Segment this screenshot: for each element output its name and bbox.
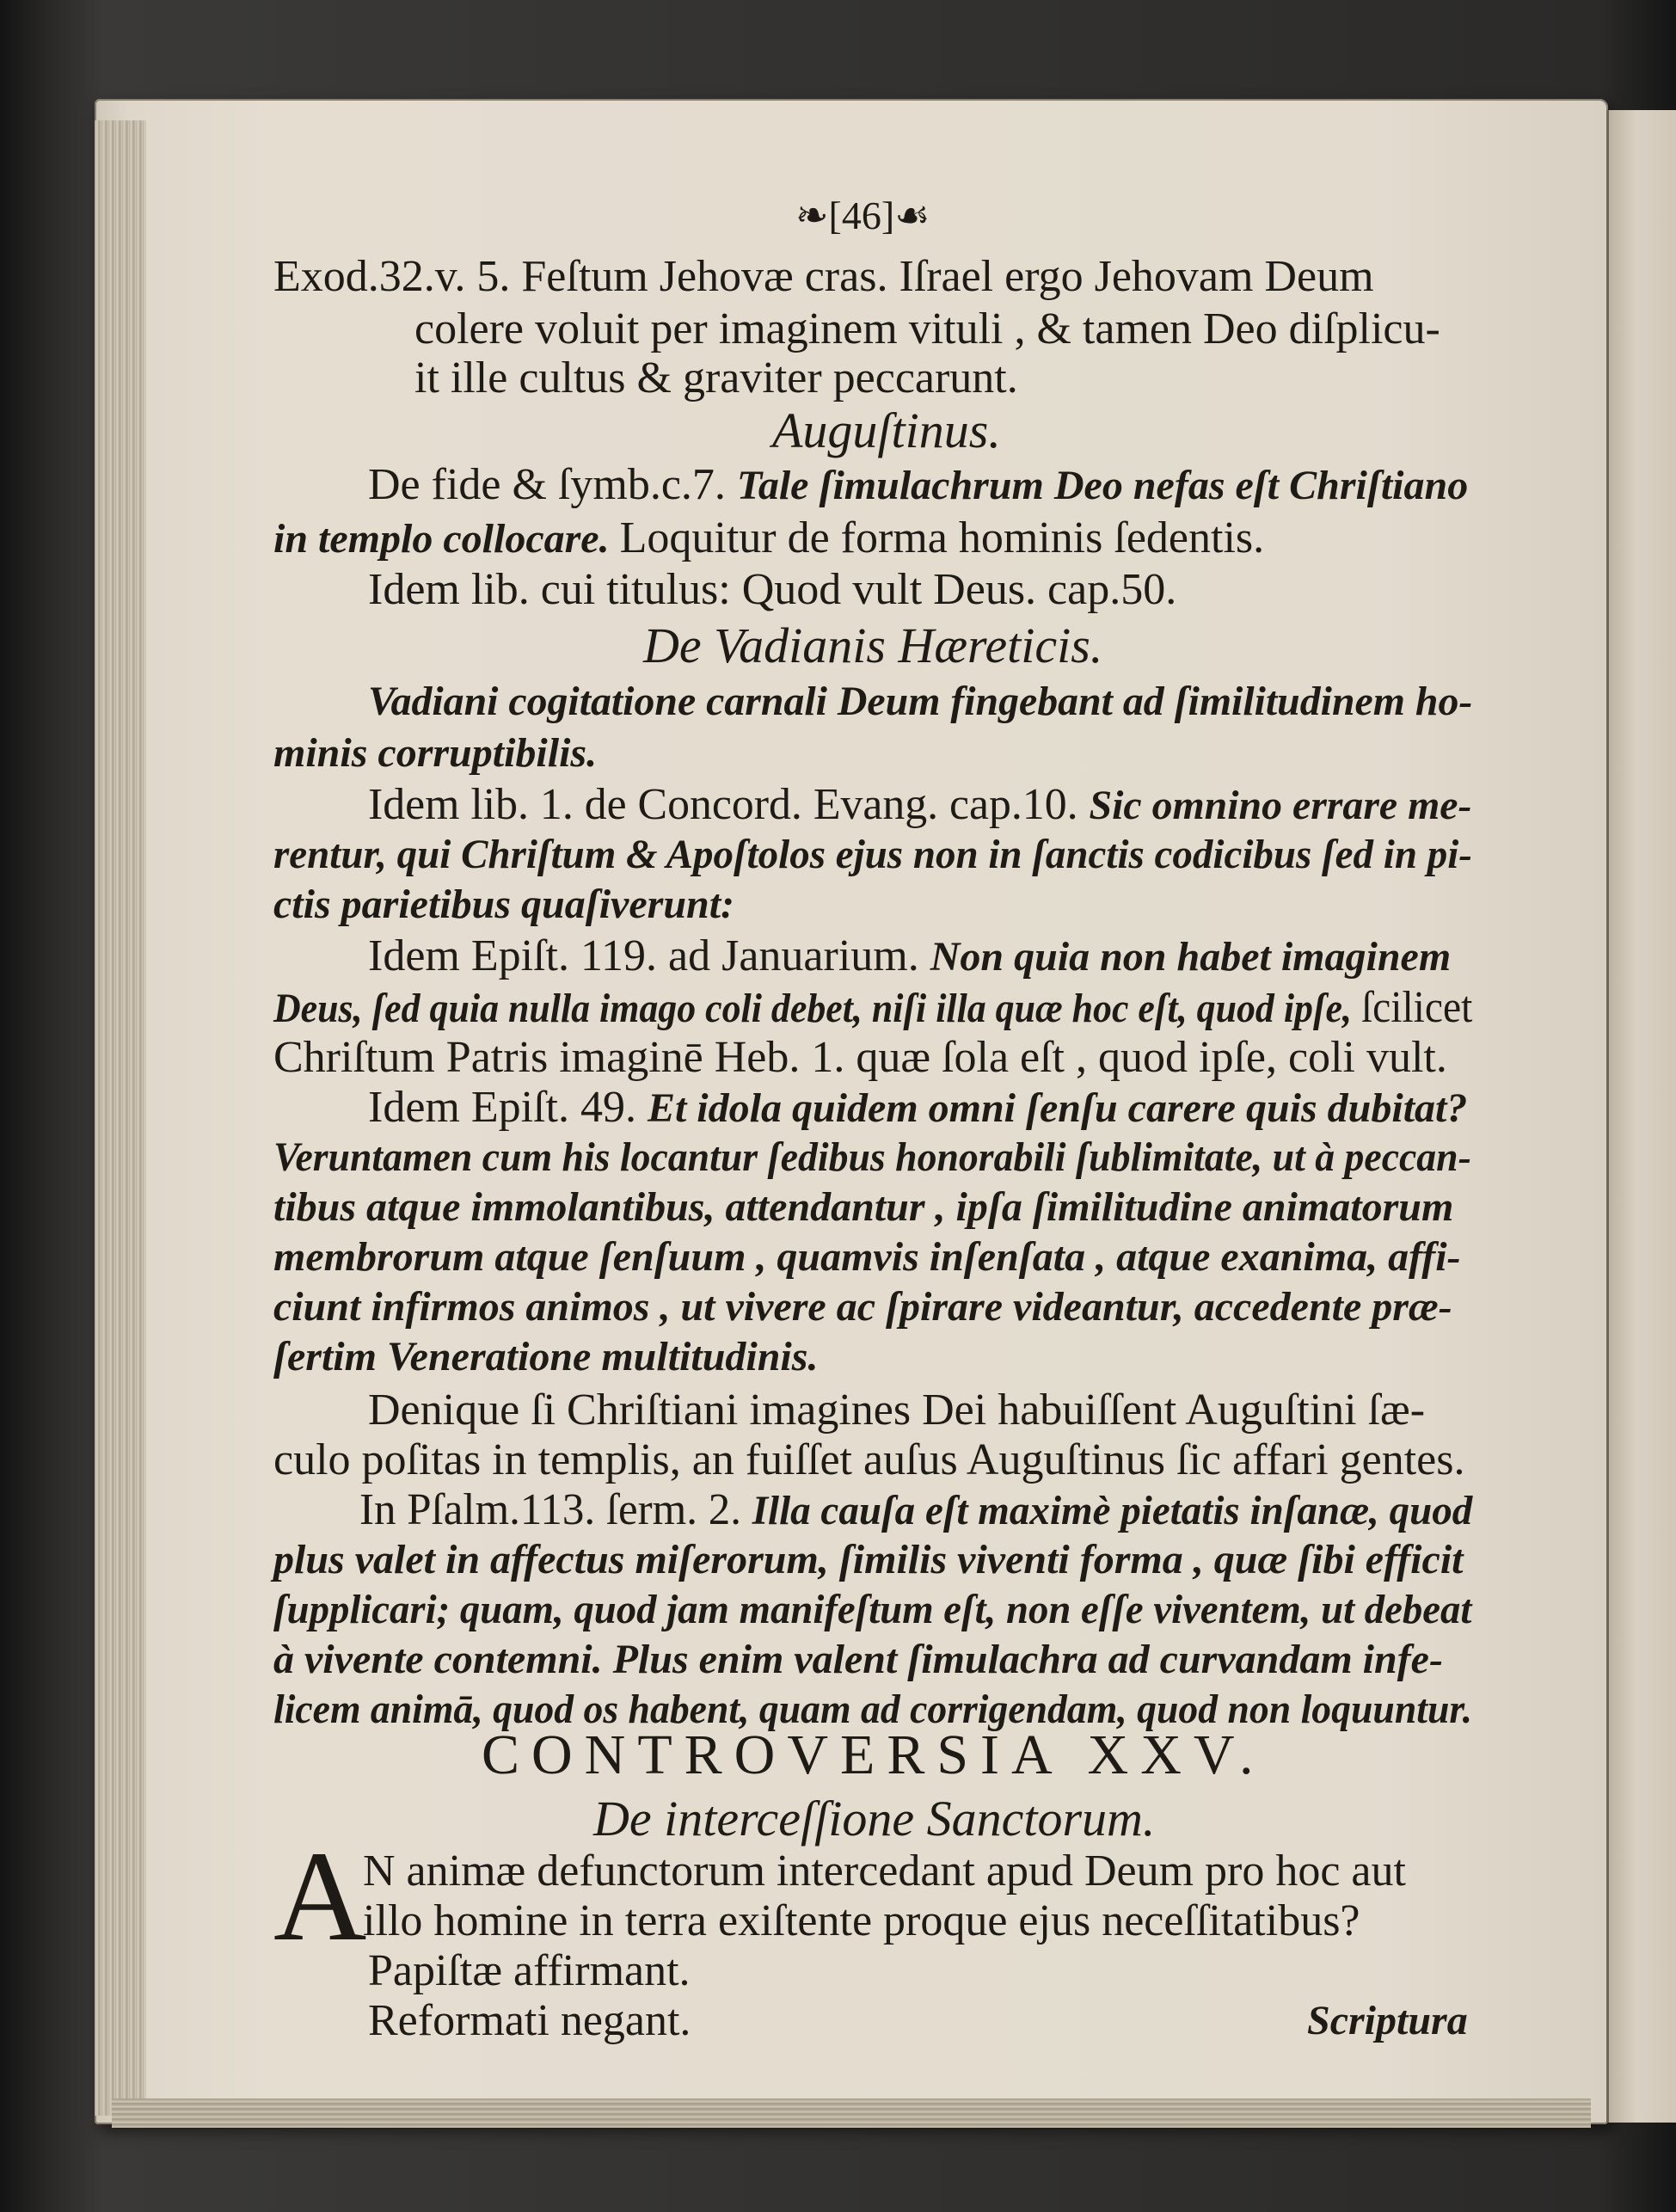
text-line: Deus, ſed quia nulla imago coli debet, niſi illa quæ hoc eſt, quod ipſe, ſcilicet — [273, 983, 1473, 1032]
text-line: Veruntamen cum his locantur ſedibus honorabili ſublimitate, ut à peccan- — [273, 1134, 1471, 1180]
text-line: Denique ſi Chriſtiani imagines Dei habuiſſent Auguſtini ſæ- — [368, 1386, 1426, 1435]
page-number — [795, 196, 930, 236]
section-heading: De Vadianis Hæreticis. — [643, 618, 1103, 673]
text-line: Exod.32.v. 5. Feſtum Jehovæ cras. Iſrael ergo Jehovam Deum — [273, 252, 1374, 301]
controversy-heading: CONTROVERSIA XXV. — [482, 1724, 1266, 1786]
text-line: Papiſtæ affirmant. — [368, 1946, 691, 1995]
section-heading: Auguſtinus. — [772, 402, 1001, 458]
page-number-value: [46] — [828, 194, 895, 237]
text-line: ſertim Veneratione multitudinis. — [273, 1334, 819, 1379]
facing-page-edge — [1606, 110, 1676, 2123]
text-line: Reformati negant. — [368, 1996, 691, 2045]
drop-cap: A — [273, 1825, 367, 1968]
text-line: rentur, qui Chriſtum & Apoſtolos ejus non in ſanctis codicibus ſed in pi- — [273, 832, 1472, 877]
page-stack-edge-left — [95, 120, 146, 2116]
text-line: it ille cultus & graviter peccarunt. — [414, 353, 1018, 402]
catchword: Scriptura — [1307, 1998, 1468, 2043]
text-line: plus valet in affectus miſerorum, ſimilis viventi forma , quæ ſibi efficit — [273, 1537, 1464, 1582]
text-line: tibus atque immolantibus, attendantur , ipſa ſimilitudine animatorum — [273, 1184, 1454, 1230]
text-line: à vivente contemni. Plus enim valent ſimulachra ad curvandam infe- — [273, 1637, 1443, 1682]
ornament-left-icon: ❧ — [795, 194, 829, 237]
text-line: minis corruptibilis. — [273, 730, 598, 776]
text-line: In Pſalm.113. ſerm. 2. Illa cauſa eſt maximè pietatis inſanæ, quod — [359, 1485, 1473, 1534]
text-line: illo homine in terra exiſtente proque ejus neceſſitatibus? — [363, 1896, 1360, 1945]
text-line: De fide & ſymb.c.7. Tale ſimulachrum Deo nefas eſt Chriſtiano — [368, 460, 1469, 509]
text-line: membrorum atque ſenſuum , quamvis inſenſata , atque exanima, affi- — [273, 1234, 1461, 1280]
text-line: colere voluit per imaginem vituli , & tamen Deo diſplicu- — [414, 304, 1440, 353]
text-line: Vadiani cogitatione carnali Deum fingebant ad ſimilitudinem ho- — [368, 679, 1473, 724]
text-line: in templo collocare. Loquitur de forma hominis ſedentis. — [273, 513, 1265, 562]
text-line: culo poſitas in templis, an fuiſſet auſus Auguſtinus ſic affari gentes. — [273, 1435, 1465, 1484]
text-line: licem animā, quod os habent, quam ad corrigendam, quod non loquuntur. — [273, 1687, 1473, 1732]
text-line: ſupplicari; quam, quod jam manifeſtum eſt, non eſſe viventem, ut debeat — [273, 1587, 1472, 1632]
text-line: Chriſtum Patris imaginē Heb. 1. quæ ſola eſt , quod ipſe, coli vult. — [273, 1033, 1447, 1082]
text-line: Idem Epiſt. 49. Et idola quidem omni ſenſu carere quis dubitat? — [368, 1083, 1468, 1132]
text-line: Idem Epiſt. 119. ad Januarium. Non quia non habet imaginem — [368, 931, 1452, 980]
text-line: Idem lib. cui titulus: Quod vult Deus. cap.50. — [368, 565, 1177, 614]
text-line: N animæ defunctorum intercedant apud Deum pro hoc aut — [363, 1846, 1406, 1896]
section-heading: De interceſſione Sanctorum. — [593, 1791, 1156, 1846]
text-line: ciunt infirmos animos , ut vivere ac ſpirare videantur, accedente præ- — [273, 1284, 1452, 1330]
text-line: ctis parietibus quaſiverunt: — [273, 882, 735, 927]
text-line: Idem lib. 1. de Concord. Evang. cap.10. Sic omnino errare me- — [368, 780, 1472, 829]
page-stack-edge-bottom — [112, 2098, 1591, 2128]
ornament-right-icon: ☙ — [894, 194, 930, 237]
